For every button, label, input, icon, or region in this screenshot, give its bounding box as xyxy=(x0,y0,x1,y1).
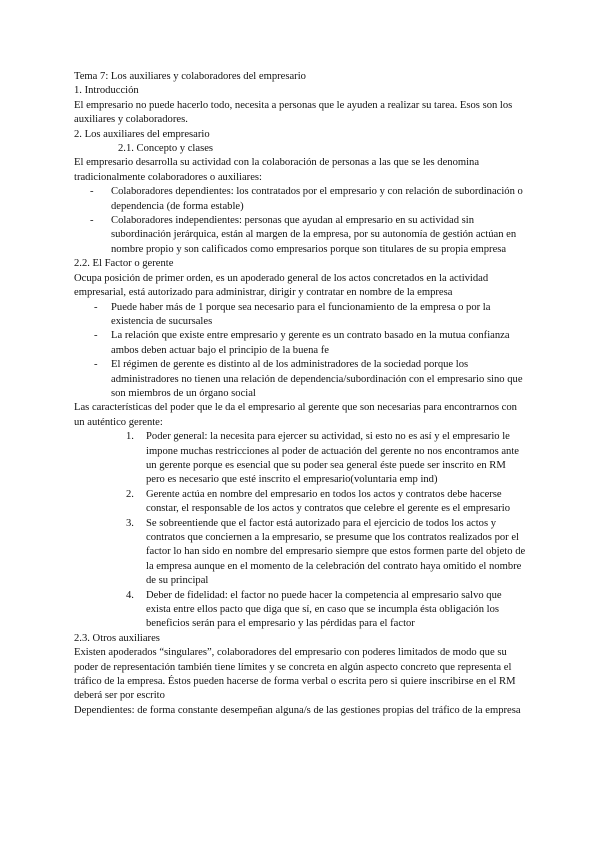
gerente-list xyxy=(74,301,526,402)
list-item: - La relación que existe entre empresario y gerente es un contrato basado en la mutua confianza ambos deben actuar bajo el principio de la buena fe xyxy=(94,330,510,356)
section-2-heading: 2. Los auxiliares del empresario xyxy=(74,128,210,140)
numbered-item: 1. Poder general: la necesita para ejercer su actividad, si esto no es así y el empresario le impone muchas restricciones al poder de actuación del gerente no nos encontramos ante un gerente porque es esencial que su poder sea general éste puede ser inscrito en RM pero es necesario que esté inscrito el empresario(voluntaria emp ind) xyxy=(126,431,519,486)
collaborators-list xyxy=(74,185,526,257)
numbered-item: 2. Gerente actúa en nombre del empresario en todos los actos y contratos debe hacerse constar, el responsable de los actos y contratos que celebre el gerente es el empresario xyxy=(126,488,511,515)
dash-bullet: - xyxy=(90,215,94,227)
list-item: - Colaboradores independientes: personas que ayudan al empresario en su actividad sin subordinación jerárquica, están al margen de la empresa, por su autonomía de gestión actúan en nombre propio y son calificados como empresarios porque son titulares de su propia empresa xyxy=(90,215,517,255)
section-2-2-heading: 2.2. El Factor o gerente xyxy=(74,258,174,270)
section-2-1-heading: 2.1. Concepto y clases xyxy=(118,143,214,155)
list-item: - Puede haber más de 1 porque sea necesario para el funcionamiento de la empresa o por la existencia de sucursales xyxy=(94,301,491,327)
section-1-text: El empresario no puede hacerlo todo, necesita a personas que le ayuden a realizar su tarea. Esos son los auxiliares y colaboradores. xyxy=(74,99,513,126)
dependientes-text: Dependientes: de forma constante desempeñan alguna/s de las gestiones propias del tráfico de la empresa xyxy=(74,704,521,716)
section-2-1-text: El empresario desarrolla su actividad con la colaboración de personas a las que se les denomina tradicionalmente colaboradores o auxiliares: xyxy=(74,157,480,183)
section-2-2-text: Ocupa posición de primer orden, es un apoderado general de los actos concretados en la actividad empresarial, está autorizado para administrar, dirigir y contratar en nombre de la empresa xyxy=(74,272,489,299)
section-1-heading: 1. Introducción xyxy=(74,85,139,97)
dash-bullet: - xyxy=(94,301,98,313)
dash-bullet: - xyxy=(90,186,94,198)
dash-bullet: - xyxy=(94,330,98,342)
dash-bullet: - xyxy=(94,359,98,371)
list-item: - El régimen de gerente es distinto al de los administradores de la sociedad porque los administradores no tienen una relación de dependencia/subordinación con el empresario sino que son miembros de un órgano social xyxy=(94,359,523,399)
section-2-3-heading: 2.3. Otros auxiliares xyxy=(74,632,160,644)
numbered-item: 3. Se sobreentiende que el factor está autorizado para el ejercicio de todos los actos y contratos que conciernen a la empresario, se presume que los contratos realizados por el factor lo han sido en nombre del empresario siempre que estos formen parte del objeto de la empresa aunque en el momento de la celebración del contrato haya omitido el nombre de su principal xyxy=(126,517,526,587)
section-2-3-text: Existen apoderados “singulares”, colaboradores del empresario con poderes limitados de modo que su poder de representación también tiene límites y se concreta en algún aspecto concreto que representa el tráfico de la empresa. Éstos pueden hacerse de forma verbal o escrita pero si quiere inscribirse en el RM deberá ser por escrito xyxy=(74,647,516,702)
characteristics-list xyxy=(74,430,526,632)
list-item: - Colaboradores dependientes: los contratados por el empresario y con relación de subordinación o dependencia (de forma estable) xyxy=(90,186,523,212)
document-title: Tema 7: Los auxiliares y colaboradores del empresario xyxy=(74,71,306,82)
numbered-item: 4. Deber de fidelidad: el factor no puede hacer la competencia al empresario salvo que exista entre ellos pacto que diga que sí, en caso que se incumpla ésta obligación los beneficios serán para el empresario y las pérdidas para el factor xyxy=(126,589,502,630)
document-page xyxy=(74,70,526,718)
characteristics-intro: Las características del poder que le da el empresario al gerente que son necesarias para encontrarnos con un auténtico gerente: xyxy=(74,402,517,428)
